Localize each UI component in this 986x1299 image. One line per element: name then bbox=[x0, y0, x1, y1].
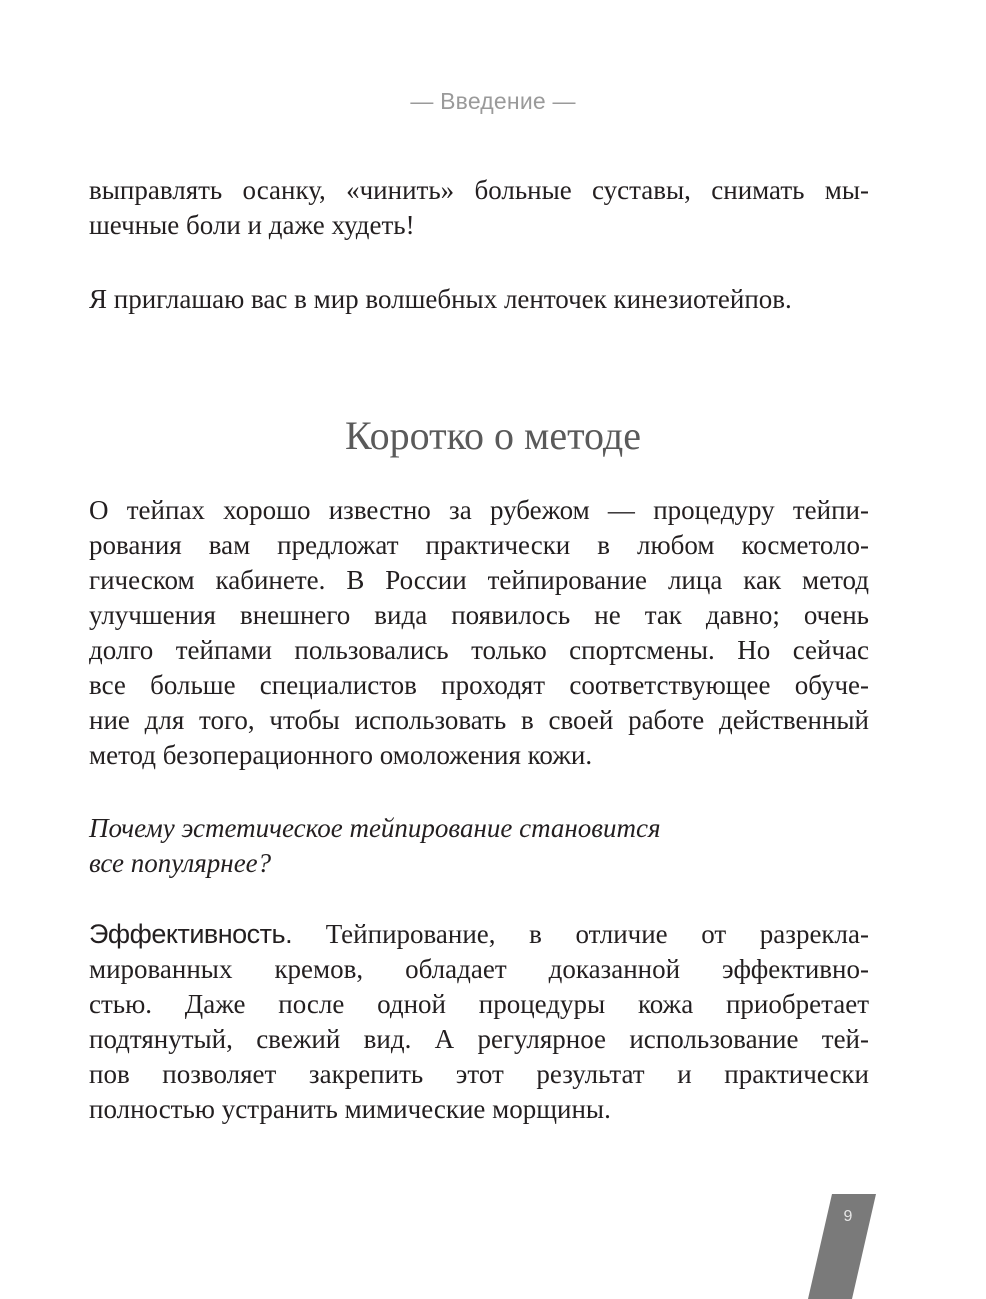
paragraph-3-line: гическом кабинете. В России тейпирование лица как метод bbox=[89, 565, 869, 595]
paragraph-4-line: пов позволяет закрепить этот результат и практически bbox=[89, 1059, 869, 1089]
page-number: 9 bbox=[843, 1208, 853, 1225]
paragraph-4-term: Эффективность. bbox=[89, 919, 293, 949]
paragraph-3-line: О тейпах хорошо известно за рубежом — процедуру тейпи- bbox=[89, 495, 869, 525]
paragraph-4-line: полностью устранить мимические морщины. bbox=[89, 1094, 611, 1124]
paragraph-3-line: рования вам предложат практически в любом косметоло- bbox=[89, 530, 869, 560]
paragraph-3-line: долго тейпами пользовались только спортсмены. Но сейчас bbox=[89, 635, 869, 665]
paragraph-1-line: выправлять осанку, «чинить» больные суставы, снимать мы- bbox=[89, 175, 869, 205]
question-line: все популярнее? bbox=[89, 848, 272, 878]
paragraph-4-line: стью. Даже после одной процедуры кожа приобретает bbox=[89, 989, 869, 1019]
paragraph-4-first-line-text: Тейпирование, в отличие от разрекла- bbox=[292, 919, 869, 949]
paragraph-4-line: подтянутый, свежий вид. А регулярное использование тей- bbox=[89, 1024, 869, 1054]
question-line: Почему эстетическое тейпирование становится bbox=[89, 813, 661, 843]
running-head: — Введение — bbox=[410, 88, 576, 114]
paragraph-3-line: улучшения внешнего вида появилось не так давно; очень bbox=[89, 600, 869, 630]
paragraph-3-line: метод безоперационного омоложения кожи. bbox=[89, 740, 593, 770]
paragraph-2-line: Я приглашаю вас в мир волшебных ленточек кинезиотейпов. bbox=[89, 284, 792, 314]
paragraph-3-line: ние для того, чтобы использовать в своей работе действенный bbox=[89, 705, 869, 735]
section-title: Коротко о методе bbox=[344, 413, 641, 458]
paragraph-3-line: все больше специалистов проходят соответствующее обуче- bbox=[89, 670, 869, 700]
paragraph-4-line: мированных кремов, обладает доказанной эффективно- bbox=[89, 954, 869, 984]
paragraph-1-line: шечные боли и даже худеть! bbox=[89, 210, 415, 240]
